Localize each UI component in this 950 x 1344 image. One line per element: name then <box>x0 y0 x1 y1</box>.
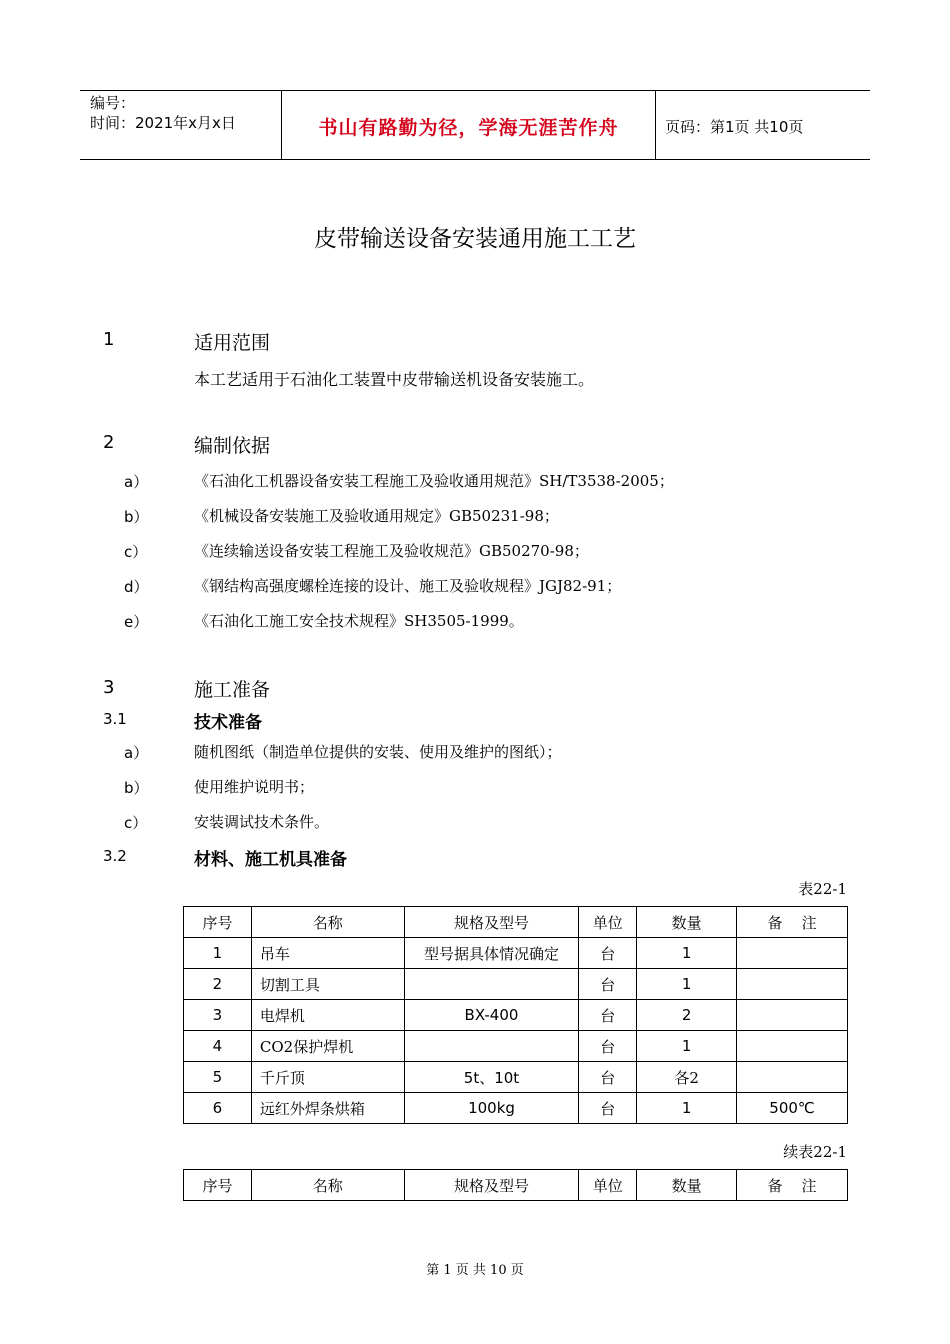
table-cell: 台 <box>579 969 637 1000</box>
list-label: c） <box>124 814 148 832</box>
section-heading: 适用范围 <box>194 332 271 354</box>
table-cell: 型号据具体情况确定 <box>404 938 579 969</box>
list-item: 《连续输送设备安装工程施工及验收规范》GB50270-98； <box>194 542 589 560</box>
table-cell <box>737 938 848 969</box>
header-divider <box>655 91 656 159</box>
header-cell: 规格及型号 <box>404 1170 579 1201</box>
page-header <box>80 90 870 160</box>
header-cell: 序号 <box>184 907 252 938</box>
table-cell: 各2 <box>637 1062 737 1093</box>
table-cell: 台 <box>579 1031 637 1062</box>
table-cell: CO2保护焊机 <box>251 1031 404 1062</box>
table-cell <box>737 1031 848 1062</box>
section-heading: 编制依据 <box>194 435 271 457</box>
table-cell: 台 <box>579 1000 637 1031</box>
table-cell: 台 <box>579 1062 637 1093</box>
table-cell: 台 <box>579 938 637 969</box>
list-label: b） <box>124 508 149 526</box>
table-cell: 6 <box>184 1093 252 1124</box>
section-number: 2 <box>103 432 115 453</box>
section-number: 1 <box>103 329 115 350</box>
list-label: c） <box>124 543 148 561</box>
table-cell: 台 <box>579 1093 637 1124</box>
list-label: a） <box>124 744 149 762</box>
header-cell: 单位 <box>579 1170 637 1201</box>
list-item: 使用维护说明书； <box>194 778 315 796</box>
header-motto: 书山有路勤为径，学海无涯苦作舟 <box>318 117 619 139</box>
document-title: 皮带输送设备安装通用施工工艺 <box>314 226 636 252</box>
header-cell: 序号 <box>184 1170 252 1201</box>
table-cell: 1 <box>184 938 252 969</box>
table-row <box>184 1031 848 1062</box>
table-cell: BX-400 <box>404 1000 579 1031</box>
table-cell: 1 <box>637 969 737 1000</box>
table-cell <box>737 969 848 1000</box>
table-cell: 100kg <box>404 1093 579 1124</box>
table-cell <box>737 1000 848 1031</box>
table-row <box>184 969 848 1000</box>
time-label: 时间：2021年x月x日 <box>90 114 236 132</box>
equipment-table-continued <box>183 1169 848 1201</box>
table-cell: 5t、10t <box>404 1062 579 1093</box>
table-cell: 2 <box>637 1000 737 1031</box>
table-caption: 续表22-1 <box>783 1143 847 1161</box>
list-item: 《机械设备安装施工及验收通用规定》GB50231-98； <box>194 507 559 525</box>
table-row <box>184 1000 848 1031</box>
list-item: 《石油化工机器设备安装工程施工及验收通用规范》SH/T3538-2005； <box>194 472 674 490</box>
table-cell: 切割工具 <box>251 969 404 1000</box>
header-cell: 备 注 <box>737 907 848 938</box>
list-item: 《钢结构高强度螺栓连接的设计、施工及验收规程》JGJ82-91； <box>194 577 622 595</box>
table-header-row <box>184 1170 848 1201</box>
list-label: e） <box>124 613 149 631</box>
table-row <box>184 1062 848 1093</box>
table-caption: 表22-1 <box>798 880 847 898</box>
equipment-table <box>183 906 848 1124</box>
table-cell <box>404 1031 579 1062</box>
subsection-heading: 材料、施工机具准备 <box>194 850 347 870</box>
section-heading: 施工准备 <box>194 679 271 701</box>
table-cell: 4 <box>184 1031 252 1062</box>
list-item: 安装调试技术条件。 <box>194 813 330 831</box>
id-label: 编号： <box>90 94 136 112</box>
table-cell: 1 <box>637 938 737 969</box>
section-text: 本工艺适用于石油化工装置中皮带输送机设备安装施工。 <box>194 370 595 389</box>
header-cell: 数量 <box>637 1170 737 1201</box>
table-cell: 电焊机 <box>251 1000 404 1031</box>
header-page-info: 页码：第1页 共10页 <box>665 118 804 136</box>
header-cell: 数量 <box>637 907 737 938</box>
table-cell: 远红外焊条烘箱 <box>251 1093 404 1124</box>
list-label: b） <box>124 779 149 797</box>
subsection-number: 3.2 <box>103 847 127 865</box>
table-cell: 5 <box>184 1062 252 1093</box>
table-cell: 1 <box>637 1093 737 1124</box>
page-footer: 第 1 页 共 10 页 <box>426 1263 524 1278</box>
subsection-heading: 技术准备 <box>194 713 262 733</box>
table-cell: 3 <box>184 1000 252 1031</box>
list-label: a） <box>124 473 149 491</box>
table-cell: 千斤顶 <box>251 1062 404 1093</box>
table-row <box>184 1093 848 1124</box>
table-cell <box>404 969 579 1000</box>
list-label: d） <box>124 578 149 596</box>
list-item: 《石油化工施工安全技术规程》SH3505-1999。 <box>194 612 524 630</box>
section-number: 3 <box>103 677 115 698</box>
subsection-number: 3.1 <box>103 710 127 728</box>
list-item: 随机图纸（制造单位提供的安装、使用及维护的图纸）； <box>194 743 562 761</box>
table-header-row <box>184 907 848 938</box>
header-cell: 规格及型号 <box>404 907 579 938</box>
table-row <box>184 938 848 969</box>
table-cell: 1 <box>637 1031 737 1062</box>
table-cell: 500℃ <box>737 1093 848 1124</box>
header-meta <box>90 93 236 133</box>
table-cell <box>737 1062 848 1093</box>
table-cell: 吊车 <box>251 938 404 969</box>
header-cell: 名称 <box>251 1170 404 1201</box>
header-cell: 名称 <box>251 907 404 938</box>
table-cell: 2 <box>184 969 252 1000</box>
header-cell: 单位 <box>579 907 637 938</box>
header-cell: 备 注 <box>737 1170 848 1201</box>
